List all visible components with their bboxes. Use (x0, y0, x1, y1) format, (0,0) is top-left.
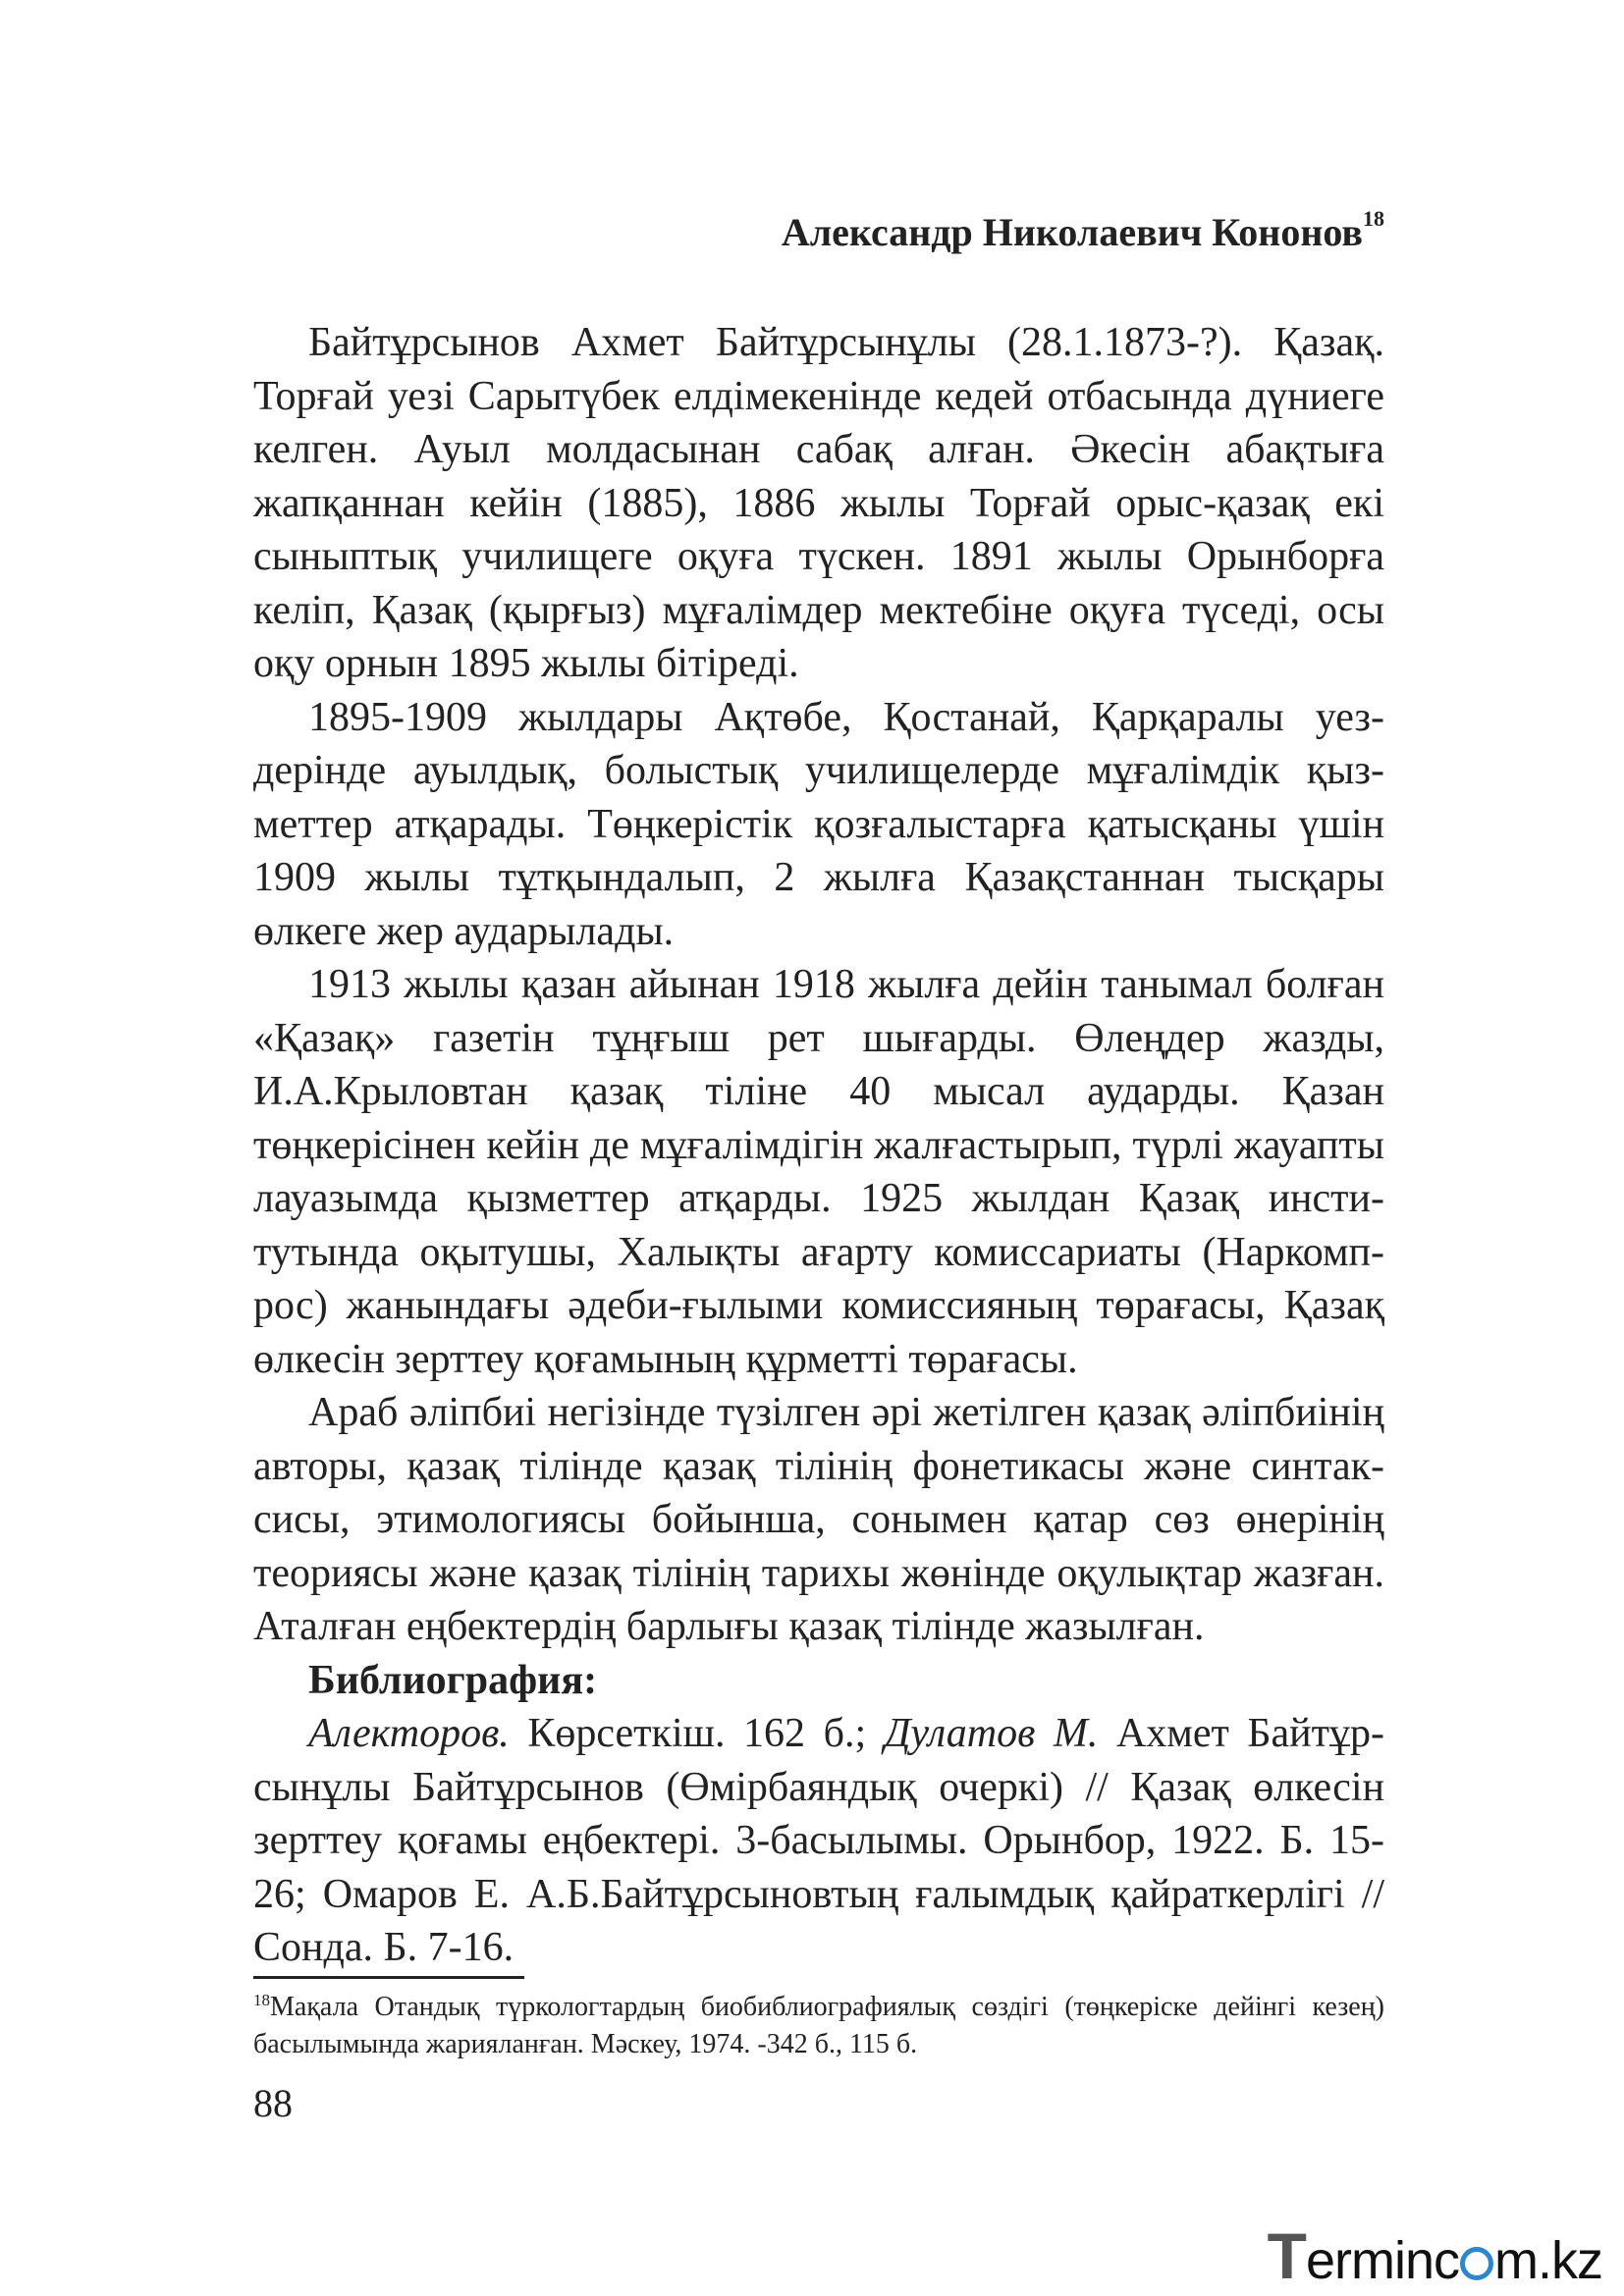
bibliography-heading: Библиография: (308, 1657, 598, 1703)
bibliography-text-1: Көрсеткіш. 162 б.; (509, 1711, 885, 1756)
watermark-o-icon (1460, 2247, 1493, 2280)
article-title (782, 208, 1384, 257)
watermark-letter-t: T (1267, 2219, 1306, 2292)
bibliography-author-1: Алекторов. (308, 1711, 510, 1756)
body-paragraph-2: 1895-1909 жылдары Ақтөбе, Қостанай, Қарқаралы уездерінде ауылдық, болыстық училищелерде мұғалімдік қызметтер атқарады. Төңкерістік қозғалыстарға қатысқаны үшін 1909 жылы тұтқындалып, 2 жылға Қазақстаннан тысқары өлкеге жер аударылады. (253, 694, 1384, 954)
watermark-text-end: m.kz (1494, 2231, 1602, 2290)
footnote-text: Мақала Отандық түркологтардың биобиблиографиялық сөздігі (төңкеріске дейінгі кезең) басылымында жарияланған. Мәскеу, 1974. -342 б., 115 б. (253, 1992, 1384, 2059)
watermark-text-middle: erminc (1305, 2231, 1459, 2290)
footnote (253, 1989, 1384, 2063)
termincom-watermark-logo (1267, 2219, 1602, 2292)
body-paragraph-1: Байтұрсынов Ахмет Байтұрсынұлы (28.1.1873-?). Қазақ. Торғай уезі Сарытүбек елдімекенінде кедей отбасында дүниеге келген. Ауыл молдасынан сабақ алған. Әкесін абақтыға жапқаннан кейін (1885), 1886 жылы Торғай орыс-қазақ екі сыныптық училищеге оқуға түскен. 1891 жылы Орынборға келіп, Қазақ (қырғыз) мұғалімдер мектебіне оқуға түседі, осы оқу орнын 1895 жылы бітіреді. (253, 320, 1384, 686)
footnote-divider (253, 1976, 524, 1979)
article-title-text: Александр Николаевич Кононов (781, 210, 1363, 254)
page-number: 88 (253, 2081, 293, 2125)
bibliography-author-2: Дулатов М. (884, 1711, 1099, 1756)
bibliography-entry (253, 1707, 1384, 1975)
title-footnote-marker[interactable]: 18 (1363, 206, 1384, 231)
body-paragraph-4: Араб әліпбиі негізінде түзілген әрі жетілген қазақ әліпбиінің авторы, қазақ тілінде қазақ тілінің фонетикасы және синтаксисы, этимологиясы бойынша, сонымен қатар сөз өнерінің теориясы және қазақ тілінің тарихы жөнінде оқулықтар жазған. Аталған еңбектердің барлығы қазақ тілінде жазылған. (253, 1390, 1384, 1649)
bibliography-text-2: Ахмет Байтұрсынұлы Байтұрсынов (Өмірбаяндық очеркі) // Қазақ өлкесін зерттеу қоғамы еңбектері. 3-басылымы. Орынбор, 1922. Б. 15-26; Омаров Е. А.Б.Байтұрсыновтың ғалымдық қайраткерлігі // Сонда. Б. 7-16. (253, 1711, 1384, 1970)
footnote-marker: 18 (253, 1991, 270, 2009)
article-body (253, 316, 1384, 1975)
body-paragraph-3: 1913 жылы қазан айынан 1918 жылға дейін танымал болған «Қазақ» газетін тұңғыш рет шығарды. Өлеңдер жазды, И.А.Крыловтан қазақ тіліне 40 мысал аударды. Қазан төңкерісінен кейін де мұғалімдігін жалғастырып, түрлі жауапты лауазымда қызметтер атқарды. 1925 жылдан Қазақ институтында оқытушы, Халықты ағарту комиссариаты (Наркомпрос) жанындағы әдеби-ғылыми комиссияның төрағасы, Қазақ өлкесін зерттеу қоғамының құрметті төрағасы. (253, 962, 1384, 1382)
